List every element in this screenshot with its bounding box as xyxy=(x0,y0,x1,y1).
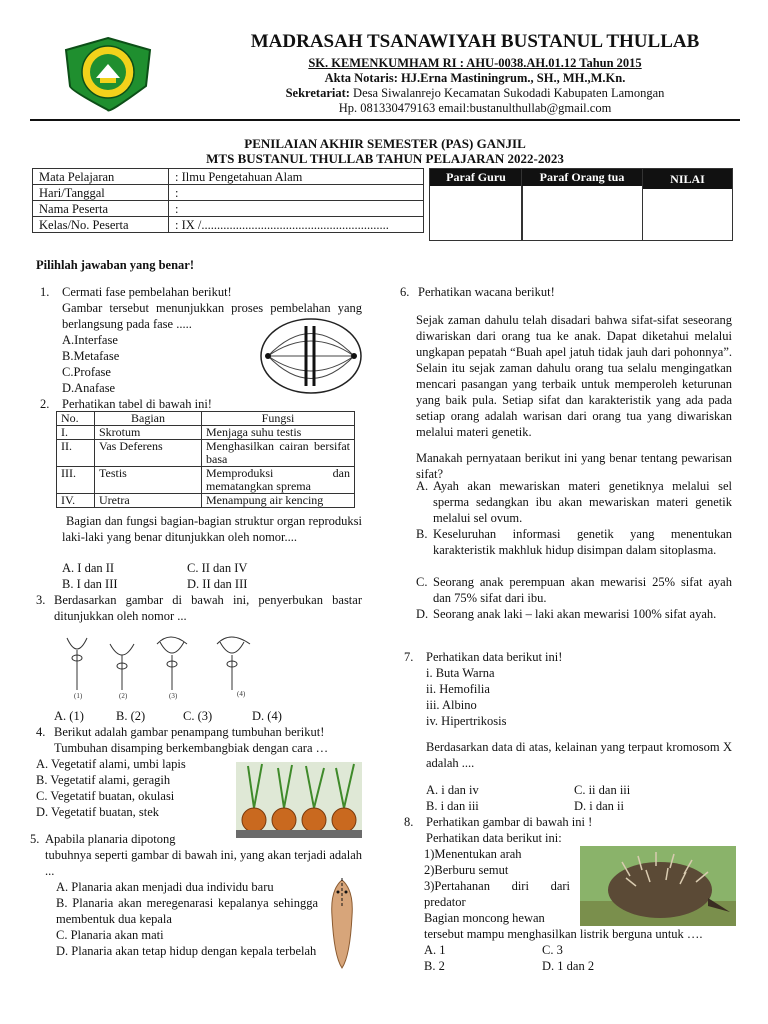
q3-question: Berdasarkan gambar di bawah ini, penyerbukan bastar ditunjukkan oleh nomor ... xyxy=(54,593,362,623)
cell-bagian: Vas Deferens xyxy=(95,440,202,467)
q5-number: 5. xyxy=(30,832,40,846)
q7-item: ii. Hemofilia xyxy=(426,682,490,696)
secretariat-value: Desa Siwalanrejo Kecamatan Sukodadi Kabupaten Lamongan xyxy=(353,86,665,100)
q8-item: 1)Menentukan arah xyxy=(424,847,522,861)
cell-no: II. xyxy=(57,440,95,467)
organ-function-table xyxy=(56,411,355,508)
q6-question: Manakah pernyataan berikut ini yang benar tentang pewarisan sifat? xyxy=(416,451,732,481)
q3-option[interactable]: D. (4) xyxy=(252,709,282,723)
pollination-figure xyxy=(52,630,262,705)
q7-option[interactable]: A. i dan iv xyxy=(426,783,479,797)
q6-option[interactable]: Seorang anak perempuan akan mewarisi 25% sifat ayah dan 75% sifat dari ibu. xyxy=(433,575,732,605)
q1-option[interactable]: D.Anafase xyxy=(62,381,116,395)
q8-option[interactable]: B. 2 xyxy=(424,959,445,973)
q2-option[interactable]: D. II dan III xyxy=(187,577,248,591)
q5-question: tubuhnya seperti gambar di bawah ini, yang akan terjadi adalah ... xyxy=(45,848,362,878)
q7-number: 7. xyxy=(404,650,414,664)
q7-option[interactable]: D. i dan ii xyxy=(574,799,624,813)
q7-option[interactable]: C. ii dan iii xyxy=(574,783,631,797)
q6-number: 6. xyxy=(400,285,410,299)
q6-option[interactable]: Seorang anak laki – laki akan mewarisi 100% sifat ayah. xyxy=(433,607,717,621)
planaria-figure xyxy=(322,876,362,977)
q8-item: 2)Berburu semut xyxy=(424,863,509,877)
q7-item: i. Buta Warna xyxy=(426,666,495,680)
q1-option[interactable]: A.Interfase xyxy=(62,333,118,347)
q6-stem: Perhatikan wacana berikut! xyxy=(418,285,555,299)
instruction: Pilihlah jawaban yang benar! xyxy=(36,258,195,272)
q5-option[interactable]: A. Planaria akan menjadi dua individu baru xyxy=(56,880,274,894)
paraf-guru-box[interactable] xyxy=(429,168,523,241)
cell-no: IV. xyxy=(57,494,95,508)
q8-stem2: Perhatikan data berikut ini: xyxy=(426,831,562,845)
paraf-ortu-label: Paraf Orang tua xyxy=(522,169,642,186)
q5-option[interactable]: C. Planaria akan mati xyxy=(56,928,164,942)
q4-option[interactable]: B. Vegetatif alami, geragih xyxy=(36,773,171,787)
info-label: Kelas/No. Peserta xyxy=(33,217,169,233)
q2-question: Bagian dan fungsi bagian-bagian struktur organ reproduksi laki-laki yang benar ditunjukkan oleh nomor.... xyxy=(62,514,362,544)
q3-number: 3. xyxy=(36,593,46,607)
info-value[interactable]: : Ilmu Pengetahuan Alam xyxy=(169,169,424,185)
onion-bulbs-photo xyxy=(236,762,362,843)
q6-passage: Sejak zaman dahulu telah disadari bahwa sifat-sifat seseorang diwariskan dari orang tua ke anak. Dapat diketahui melalui ungkapan pepatah “Buah apel jatuh tidak jauh dari pohonnya”. Selain itu sejak zaman dahulu orang tua selalu mengingatkan mencari pasangan yang terbaik untuk memperoleh keturunan yang baik pula. Setiap sifat dan karakteristik yang ada pada setiap orang adalah warisan dari orang tua yang diwariskan melalui materi genetik. xyxy=(416,313,732,439)
q6-option-letter: B. xyxy=(416,527,428,541)
header-divider xyxy=(30,119,740,121)
cell-fungsi: Memproduksi dan mematangkan sprema xyxy=(202,467,355,494)
exam-subtitle: MTS BUSTANUL THULLAB TAHUN PELAJARAN 2022-2023 xyxy=(206,151,564,166)
figure-label: (2) xyxy=(119,692,128,700)
q4-option[interactable]: D. Vegetatif buatan, stek xyxy=(36,805,159,819)
q8-option[interactable]: C. 3 xyxy=(542,943,563,957)
col-fungsi-header: Fungsi xyxy=(202,412,355,426)
notary-line: Akta Notaris: HJ.Erna Mastiningrum., SH., MH.,M.Kn. xyxy=(324,71,626,85)
col-no-header: No. xyxy=(57,412,95,426)
q6-option[interactable]: Keseluruhan informasi genetik yang menentukan karakteristik makhluk hidup disimpan dalam sitoplasma. xyxy=(433,527,732,557)
student-info-table xyxy=(32,168,424,233)
q8-question: Bagian moncong hewan xyxy=(424,911,545,925)
q4-question: Tumbuhan disamping berkembangbiak dengan cara … xyxy=(54,741,329,755)
table-row xyxy=(57,494,355,508)
info-label: Hari/Tanggal xyxy=(33,185,169,201)
q3-option[interactable]: C. (3) xyxy=(183,709,213,723)
q7-item: iii. Albino xyxy=(426,698,477,712)
q7-stem: Perhatikan data berikut ini! xyxy=(426,650,563,664)
q3-option[interactable]: B. (2) xyxy=(116,709,146,723)
table-header-row xyxy=(57,412,355,426)
figure-label: (4) xyxy=(237,690,246,698)
q2-option[interactable]: A. I dan II xyxy=(62,561,115,575)
q8-question: tersebut mampu menghasilkan listrik berguna untuk …. xyxy=(424,927,703,941)
q1-stem: Cermati fase pembelahan berikut! xyxy=(62,285,232,299)
cell-division-figure xyxy=(258,316,364,401)
cell-bagian: Uretra xyxy=(95,494,202,508)
q6-option-letter: D. xyxy=(416,607,429,621)
table-row xyxy=(57,467,355,494)
info-row xyxy=(33,185,424,201)
q1-option[interactable]: C.Profase xyxy=(62,365,111,379)
table-row xyxy=(57,440,355,467)
q5-stem: Apabila planaria dipotong xyxy=(45,832,176,846)
sk-line: SK. KEMENKUMHAM RI : AHU-0038.AH.01.12 Tahun 2015 xyxy=(308,56,642,70)
q4-stem: Berikut adalah gambar penampang tumbuhan berikut! xyxy=(54,725,325,739)
q4-option[interactable]: A. Vegetatif alami, umbi lapis xyxy=(36,757,186,771)
cell-fungsi: Menjaga suhu testis xyxy=(202,426,355,440)
table-row xyxy=(57,426,355,440)
q6-option-letter: C. xyxy=(416,575,428,589)
info-label: Nama Peserta xyxy=(33,201,169,217)
paraf-guru-label: Paraf Guru xyxy=(430,169,522,186)
cell-fungsi: Menampung air kencing xyxy=(202,494,355,508)
q2-stem: Perhatikan tabel di bawah ini! xyxy=(62,397,212,411)
q8-number: 8. xyxy=(404,815,414,829)
q4-number: 4. xyxy=(36,725,46,739)
school-logo xyxy=(62,36,154,112)
q5-option[interactable]: B. Planaria akan meregenarasi kepalanya sehingga membentuk dua kepala xyxy=(56,896,318,926)
paraf-ortu-box[interactable] xyxy=(521,168,643,241)
q1-option[interactable]: B.Metafase xyxy=(62,349,120,363)
cell-bagian: Skrotum xyxy=(95,426,202,440)
info-value[interactable]: : xyxy=(169,201,424,217)
q8-stem: Perhatikan gambar di bawah ini ! xyxy=(426,815,593,829)
col-bagian-header: Bagian xyxy=(95,412,202,426)
exam-title: PENILAIAN AKHIR SEMESTER (PAS) GANJIL xyxy=(244,136,526,151)
info-row xyxy=(33,217,424,233)
q6-option[interactable]: Ayah akan mewariskan materi genetiknya melalui sel sperma sedangkan ibu akan mewariskan materi genetik melalui sel ovum. xyxy=(433,479,732,525)
q8-option[interactable]: D. 1 dan 2 xyxy=(542,959,595,973)
school-name: MADRASAH TSANAWIYAH BUSTANUL THULLAB xyxy=(250,31,700,52)
contact-line: Hp. 081330479163 email:bustanulthullab@gmail.com xyxy=(338,101,612,115)
q4-option[interactable]: C. Vegetatif buatan, okulasi xyxy=(36,789,175,803)
figure-label: (3) xyxy=(169,692,178,700)
q8-item: 3)Pertahanan diri dari predator xyxy=(424,879,570,909)
figure-label: (1) xyxy=(74,692,83,700)
q2-option[interactable]: C. II dan IV xyxy=(187,561,248,575)
q7-question: Berdasarkan data di atas, kelainan yang terpaut kromosom X adalah .... xyxy=(426,740,732,770)
cell-bagian: Testis xyxy=(95,467,202,494)
q2-number: 2. xyxy=(40,397,50,411)
cell-no: III. xyxy=(57,467,95,494)
q2-option[interactable]: B. I dan III xyxy=(62,577,118,591)
cell-no: I. xyxy=(57,426,95,440)
q3-option[interactable]: A. (1) xyxy=(54,709,84,723)
info-label: Mata Pelajaran xyxy=(33,169,169,185)
q1-question: Gambar tersebut menunjukkan proses pembelahan yang berlangsung pada fase ..... xyxy=(62,301,362,331)
q8-option[interactable]: A. 1 xyxy=(424,943,446,957)
q1-number: 1. xyxy=(40,285,50,299)
secretariat-line xyxy=(210,85,740,101)
q5-option[interactable]: D. Planaria akan tetap hidup dengan kepala terbelah xyxy=(56,944,317,958)
info-value[interactable]: : IX /............................................................ xyxy=(169,217,424,233)
q7-option[interactable]: B. i dan iii xyxy=(426,799,479,813)
cell-fungsi: Menghasilkan cairan bersifat basa xyxy=(202,440,355,467)
nilai-label: NILAI xyxy=(643,169,732,189)
info-value[interactable]: : xyxy=(169,185,424,201)
echidna-photo xyxy=(580,846,736,931)
nilai-box[interactable] xyxy=(642,168,733,241)
info-row xyxy=(33,201,424,217)
secretariat-label: Sekretariat: xyxy=(285,86,350,100)
info-row xyxy=(33,169,424,185)
q7-item: iv. Hipertrikosis xyxy=(426,714,507,728)
q6-option-letter: A. xyxy=(416,479,429,493)
